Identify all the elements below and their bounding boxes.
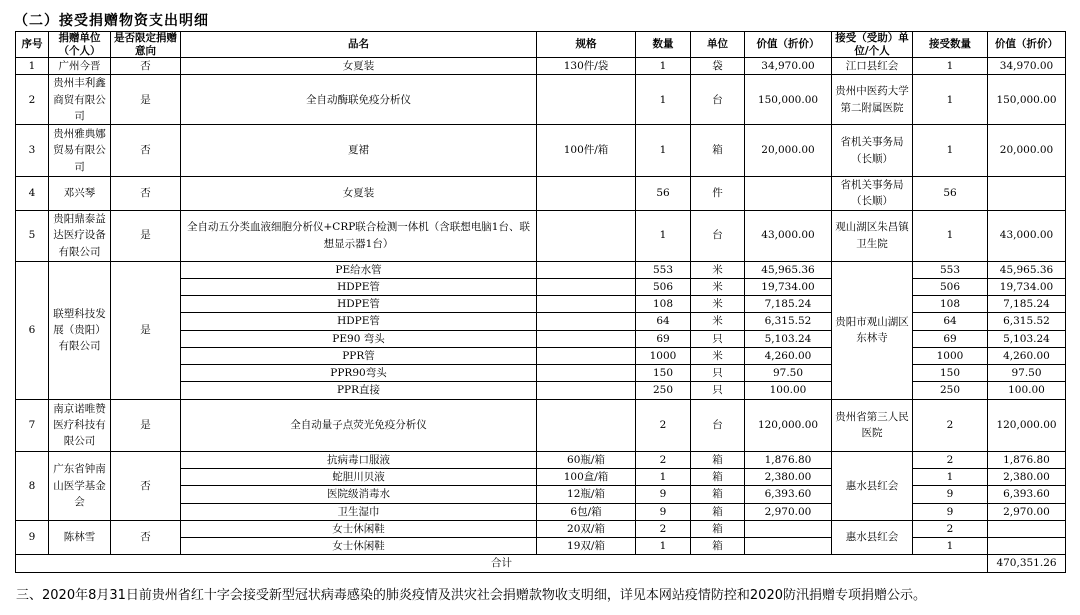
restricted-cell: 是 (111, 75, 181, 125)
qty-cell: 506 (636, 278, 691, 295)
unit-cell: 只 (691, 365, 745, 382)
value-cell: 20,000.00 (745, 125, 832, 177)
value-cell: 43,000.00 (745, 210, 832, 261)
recipient-cell: 贵州省第三人民医院 (832, 399, 913, 451)
recv-qty-cell: 1 (913, 58, 988, 75)
unit-cell: 米 (691, 261, 745, 278)
value-cell: 6,315.52 (745, 313, 832, 330)
unit-cell: 箱 (691, 520, 745, 537)
recv-value-cell: 19,734.00 (988, 278, 1066, 295)
recv-qty-cell: 2 (913, 399, 988, 451)
unit-cell: 台 (691, 210, 745, 261)
recv-value-cell: 34,970.00 (988, 58, 1066, 75)
donor-cell: 广东省钟南山医学基金会 (49, 451, 111, 520)
qty-cell: 1 (636, 125, 691, 177)
spec-cell: 20双/箱 (537, 520, 636, 537)
item-cell: 女士休闲鞋 (181, 538, 537, 555)
unit-cell: 箱 (691, 468, 745, 485)
qty-cell: 64 (636, 313, 691, 330)
recv-qty-cell: 2 (913, 520, 988, 537)
value-cell: 4,260.00 (745, 347, 832, 364)
recipient-cell: 观山湖区朱昌镇卫生院 (832, 210, 913, 261)
unit-cell: 只 (691, 330, 745, 347)
value-cell (745, 538, 832, 555)
recipient-cell: 江口县红会 (832, 58, 913, 75)
unit-cell: 米 (691, 296, 745, 313)
value-cell (745, 177, 832, 211)
spec-cell: 60瓶/箱 (537, 451, 636, 468)
header-recipient: 接受（受助）单位/个人 (832, 32, 913, 58)
qty-cell: 9 (636, 486, 691, 503)
table-row (16, 210, 1066, 261)
seq-cell: 7 (16, 399, 49, 451)
seq-cell: 3 (16, 125, 49, 177)
donor-cell: 南京诺唯赞医疗科技有限公司 (49, 399, 111, 451)
recipient-cell: 惠水县红会 (832, 520, 913, 555)
seq-cell: 4 (16, 177, 49, 211)
spec-cell: 100件/箱 (537, 125, 636, 177)
recv-qty-cell: 1 (913, 210, 988, 261)
table-row (16, 399, 1066, 451)
item-cell: 夏裙 (181, 125, 537, 177)
recv-value-cell: 1,876.80 (988, 451, 1066, 468)
item-cell: 女夏装 (181, 177, 537, 211)
table-row (16, 58, 1066, 75)
table-row (16, 177, 1066, 211)
qty-cell: 2 (636, 451, 691, 468)
donor-cell: 邓兴琴 (49, 177, 111, 211)
value-cell: 100.00 (745, 382, 832, 399)
seq-cell: 8 (16, 451, 49, 520)
seq-cell: 5 (16, 210, 49, 261)
header-spec: 规格 (537, 32, 636, 58)
recv-qty-cell: 1 (913, 468, 988, 485)
value-cell: 2,380.00 (745, 468, 832, 485)
recv-qty-cell: 150 (913, 365, 988, 382)
header-recv-qty: 接受数量 (913, 32, 988, 58)
total-label: 合计 (16, 555, 988, 572)
seq-cell: 9 (16, 520, 49, 555)
spec-cell (537, 382, 636, 399)
header-recv-value: 价值（折价） (988, 32, 1066, 58)
item-cell: 蛇胆川贝液 (181, 468, 537, 485)
spec-cell: 19双/箱 (537, 538, 636, 555)
restricted-cell: 是 (111, 210, 181, 261)
item-cell: HDPE管 (181, 313, 537, 330)
spec-cell (537, 261, 636, 278)
table-row (16, 520, 1066, 537)
recv-value-cell (988, 538, 1066, 555)
table-body (16, 32, 1066, 573)
value-cell: 34,970.00 (745, 58, 832, 75)
recv-qty-cell: 1 (913, 538, 988, 555)
recv-value-cell: 2,380.00 (988, 468, 1066, 485)
donation-expense-table (15, 31, 1066, 573)
header-qty: 数量 (636, 32, 691, 58)
unit-cell: 米 (691, 278, 745, 295)
spec-cell (537, 365, 636, 382)
spec-cell: 6包/箱 (537, 503, 636, 520)
donor-cell: 贵州丰利鑫商贸有限公司 (49, 75, 111, 125)
recv-value-cell: 7,185.24 (988, 296, 1066, 313)
donor-cell: 贵阳鼎泰益达医疗设备有限公司 (49, 210, 111, 261)
recv-value-cell (988, 520, 1066, 537)
unit-cell: 箱 (691, 503, 745, 520)
header-restricted: 是否限定捐赠意向 (111, 32, 181, 58)
value-cell: 5,103.24 (745, 330, 832, 347)
section-title: （二）接受捐赠物资支出明细 (14, 13, 209, 29)
unit-cell: 件 (691, 177, 745, 211)
recipient-cell: 省机关事务局（长顺） (832, 125, 913, 177)
seq-cell: 2 (16, 75, 49, 125)
table-row (16, 451, 1066, 468)
recv-qty-cell: 1000 (913, 347, 988, 364)
unit-cell: 米 (691, 313, 745, 330)
item-cell: 抗病毒口服液 (181, 451, 537, 468)
recv-value-cell: 20,000.00 (988, 125, 1066, 177)
spec-cell (537, 313, 636, 330)
recv-value-cell: 2,970.00 (988, 503, 1066, 520)
header-value: 价值（折价） (745, 32, 832, 58)
restricted-cell: 否 (111, 125, 181, 177)
recv-value-cell: 120,000.00 (988, 399, 1066, 451)
spec-cell: 100盒/箱 (537, 468, 636, 485)
qty-cell: 9 (636, 503, 691, 520)
item-cell: 女夏装 (181, 58, 537, 75)
value-cell: 2,970.00 (745, 503, 832, 520)
recv-value-cell: 100.00 (988, 382, 1066, 399)
value-cell: 97.50 (745, 365, 832, 382)
recv-qty-cell: 9 (913, 486, 988, 503)
total-value: 470,351.26 (988, 555, 1066, 572)
qty-cell: 1 (636, 468, 691, 485)
recv-value-cell (988, 177, 1066, 211)
recv-value-cell: 150,000.00 (988, 75, 1066, 125)
spec-cell (537, 399, 636, 451)
recv-qty-cell: 506 (913, 278, 988, 295)
donor-cell: 贵州雅典娜贸易有限公司 (49, 125, 111, 177)
value-cell: 120,000.00 (745, 399, 832, 451)
restricted-cell: 否 (111, 520, 181, 555)
recv-value-cell: 4,260.00 (988, 347, 1066, 364)
recv-value-cell: 6,315.52 (988, 313, 1066, 330)
item-cell: PPR管 (181, 347, 537, 364)
donor-cell: 陈林雪 (49, 520, 111, 555)
footer-note: 三、2020年8月31日前贵州省红十字会接受新型冠状病毒感染的肺炎疫情及洪灾社会捐赠款物收支明细，详见本网站疫情防控和2020防汛捐赠专项捐赠公示。 (16, 588, 926, 603)
recv-qty-cell: 9 (913, 503, 988, 520)
item-cell: PE90 弯头 (181, 330, 537, 347)
item-cell: 全自动量子点荧光免疫分析仪 (181, 399, 537, 451)
spec-cell: 130件/袋 (537, 58, 636, 75)
restricted-cell: 否 (111, 177, 181, 211)
item-cell: PE给水管 (181, 261, 537, 278)
table-row (16, 75, 1066, 125)
restricted-cell: 否 (111, 58, 181, 75)
header-item: 品名 (181, 32, 537, 58)
recipient-cell: 贵阳市观山湖区东林寺 (832, 261, 913, 399)
recv-qty-cell: 553 (913, 261, 988, 278)
spec-cell: 12瓶/箱 (537, 486, 636, 503)
donor-cell: 广州今晋 (49, 58, 111, 75)
value-cell: 6,393.60 (745, 486, 832, 503)
recv-qty-cell: 108 (913, 296, 988, 313)
item-cell: 全自动酶联免疫分析仪 (181, 75, 537, 125)
restricted-cell: 否 (111, 451, 181, 520)
qty-cell: 1000 (636, 347, 691, 364)
qty-cell: 69 (636, 330, 691, 347)
spec-cell (537, 177, 636, 211)
recv-qty-cell: 69 (913, 330, 988, 347)
spec-cell (537, 330, 636, 347)
value-cell: 19,734.00 (745, 278, 832, 295)
qty-cell: 553 (636, 261, 691, 278)
recv-value-cell: 97.50 (988, 365, 1066, 382)
unit-cell: 箱 (691, 538, 745, 555)
value-cell (745, 520, 832, 537)
spec-cell (537, 75, 636, 125)
header-unit: 单位 (691, 32, 745, 58)
table-row (16, 261, 1066, 278)
recv-qty-cell: 2 (913, 451, 988, 468)
item-cell: HDPE管 (181, 278, 537, 295)
qty-cell: 1 (636, 538, 691, 555)
recipient-cell: 惠水县红会 (832, 451, 913, 520)
unit-cell: 台 (691, 399, 745, 451)
recv-value-cell: 6,393.60 (988, 486, 1066, 503)
header-donor: 捐赠单位（个人） (49, 32, 111, 58)
donor-cell: 联塑科技发展（贵阳）有限公司 (49, 261, 111, 399)
unit-cell: 台 (691, 75, 745, 125)
header-seq: 序号 (16, 32, 49, 58)
unit-cell: 箱 (691, 125, 745, 177)
item-cell: 卫生湿巾 (181, 503, 537, 520)
recv-qty-cell: 56 (913, 177, 988, 211)
spec-cell (537, 278, 636, 295)
qty-cell: 1 (636, 58, 691, 75)
spec-cell (537, 347, 636, 364)
qty-cell: 250 (636, 382, 691, 399)
qty-cell: 2 (636, 399, 691, 451)
item-cell: PPR直接 (181, 382, 537, 399)
recv-value-cell: 45,965.36 (988, 261, 1066, 278)
item-cell: PPR90弯头 (181, 365, 537, 382)
table-row (16, 555, 1066, 572)
value-cell: 150,000.00 (745, 75, 832, 125)
recv-value-cell: 43,000.00 (988, 210, 1066, 261)
restricted-cell: 是 (111, 399, 181, 451)
unit-cell: 只 (691, 382, 745, 399)
seq-cell: 6 (16, 261, 49, 399)
qty-cell: 150 (636, 365, 691, 382)
qty-cell: 56 (636, 177, 691, 211)
table-row (16, 125, 1066, 177)
recv-qty-cell: 250 (913, 382, 988, 399)
qty-cell: 1 (636, 75, 691, 125)
recv-value-cell: 5,103.24 (988, 330, 1066, 347)
spec-cell (537, 296, 636, 313)
restricted-cell: 是 (111, 261, 181, 399)
header-row (16, 32, 1066, 58)
recv-qty-cell: 1 (913, 125, 988, 177)
unit-cell: 箱 (691, 451, 745, 468)
qty-cell: 108 (636, 296, 691, 313)
unit-cell: 袋 (691, 58, 745, 75)
value-cell: 1,876.80 (745, 451, 832, 468)
recv-qty-cell: 64 (913, 313, 988, 330)
value-cell: 45,965.36 (745, 261, 832, 278)
qty-cell: 2 (636, 520, 691, 537)
seq-cell: 1 (16, 58, 49, 75)
qty-cell: 1 (636, 210, 691, 261)
item-cell: 女士休闲鞋 (181, 520, 537, 537)
item-cell: 医院级消毒水 (181, 486, 537, 503)
spec-cell (537, 210, 636, 261)
item-cell: 全自动五分类血液细胞分析仪+CRP联合检测一体机（含联想电脑1台、联想显示器1台） (181, 210, 537, 261)
recipient-cell: 省机关事务局（长顺） (832, 177, 913, 211)
recv-qty-cell: 1 (913, 75, 988, 125)
item-cell: HDPE管 (181, 296, 537, 313)
value-cell: 7,185.24 (745, 296, 832, 313)
unit-cell: 箱 (691, 486, 745, 503)
recipient-cell: 贵州中医药大学第二附属医院 (832, 75, 913, 125)
unit-cell: 米 (691, 347, 745, 364)
